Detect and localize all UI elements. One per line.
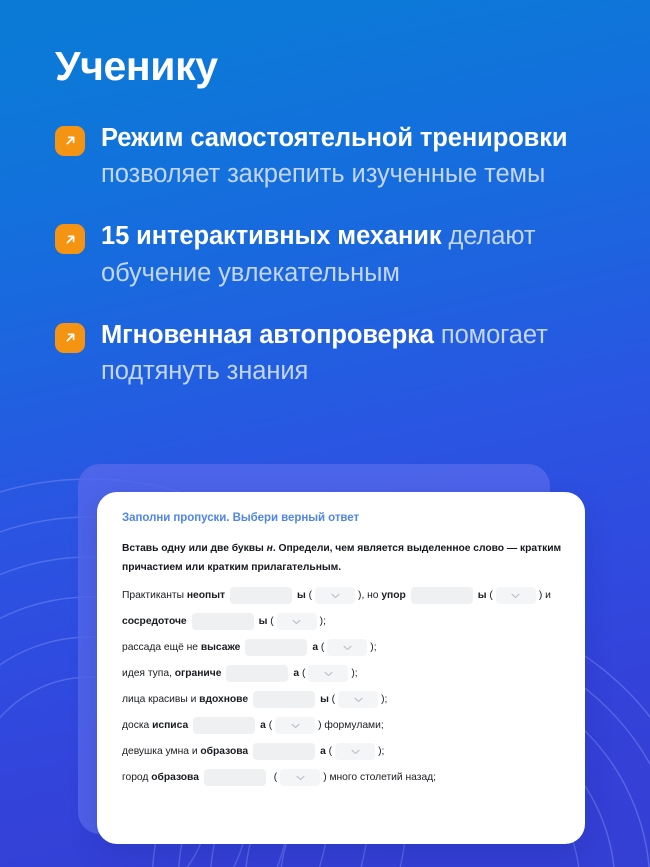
feature-detail: делают обучение увлекательным — [101, 222, 536, 287]
exercise-text: город — [122, 771, 152, 783]
answer-input[interactable] — [192, 613, 254, 630]
feature-highlight: Режим самостоятельной тренировки — [101, 123, 568, 152]
exercise-text: ( — [305, 589, 313, 601]
exercise-row — [122, 639, 563, 656]
exercise-text: ( — [486, 589, 493, 601]
arrow-up-right-icon — [55, 126, 85, 156]
answer-dropdown[interactable] — [308, 665, 348, 682]
cards-area — [0, 464, 650, 867]
exercise-target-word: а — [320, 745, 326, 757]
exercise-target-word: ы — [320, 693, 329, 705]
feature-text — [101, 120, 610, 192]
exercise-target-word: образова — [151, 771, 199, 783]
exercise-target-word: а — [293, 667, 300, 679]
answer-dropdown[interactable] — [335, 743, 375, 760]
exercise-target-word: а — [260, 719, 266, 731]
exercise-row — [122, 691, 563, 708]
exercise-target-word: ограниче — [174, 667, 222, 679]
answer-dropdown[interactable] — [496, 587, 536, 604]
answer-input[interactable] — [245, 639, 307, 656]
exercise-text: ( — [325, 745, 333, 757]
exercise-text: ); — [370, 641, 377, 653]
page-title: Ученику — [55, 43, 218, 89]
exercise-row — [122, 769, 563, 786]
exercise-target-word: ы — [258, 615, 268, 627]
exercise-target-word: неопыт — [186, 589, 225, 601]
exercise-target-word: ы — [297, 589, 306, 601]
feature-highlight: 15 интерактивных механик — [101, 222, 442, 251]
instruction-part-1: Вставь одну или две буквы — [122, 543, 267, 554]
instruction-part-2: . Определи, чем является выделенное слово — кратким причастием или кратким прилагательным. — [122, 543, 562, 574]
feature-list — [55, 120, 610, 389]
exercise-target-word: сосредоточе — [122, 615, 187, 627]
answer-dropdown[interactable] — [338, 691, 378, 708]
exercise-text: ) много столетий назад; — [323, 771, 436, 783]
exercise-row — [122, 587, 563, 604]
answer-dropdown[interactable] — [327, 639, 367, 656]
answer-dropdown[interactable] — [315, 587, 355, 604]
arrow-up-right-icon — [55, 224, 85, 254]
exercise-text: ); — [319, 615, 326, 627]
answer-input[interactable] — [253, 691, 315, 708]
exercise-card — [97, 492, 585, 844]
exercise-target-word: упор — [381, 589, 406, 601]
feature-text — [101, 218, 610, 290]
arrow-up-right-icon — [55, 323, 85, 353]
exercise-text: ); — [378, 745, 385, 757]
feature-highlight: Мгновенная автопроверка — [101, 320, 434, 349]
exercise-text: лица красивы и — [122, 693, 200, 705]
answer-input[interactable] — [230, 587, 292, 604]
answer-input[interactable] — [253, 743, 315, 760]
exercise-target-word: а — [312, 641, 319, 653]
exercise-text: рассада ещё не — [122, 641, 201, 653]
exercise-text: ( — [270, 771, 278, 783]
answer-input[interactable] — [411, 587, 473, 604]
card-instruction — [122, 539, 563, 577]
instruction-italic-letter: н — [266, 543, 273, 554]
exercise-target-word: высаже — [200, 641, 241, 653]
feature-detail: позволяет закрепить изученные темы — [101, 160, 546, 189]
exercise-target-word: вдохнове — [199, 693, 249, 705]
exercise-target-word: исписа — [152, 719, 189, 731]
exercise-row — [122, 743, 563, 760]
exercise-target-word: ы — [477, 589, 487, 601]
exercise-row — [122, 717, 563, 734]
exercise-text: ) и — [538, 589, 551, 601]
exercise-text: идея тупа, — [122, 667, 175, 679]
answer-input[interactable] — [204, 769, 266, 786]
answer-dropdown[interactable] — [277, 613, 317, 630]
exercise-target-word: образова — [200, 745, 249, 757]
exercise-row — [122, 613, 563, 630]
feature-text — [101, 317, 610, 389]
answer-input[interactable] — [193, 717, 255, 734]
answer-dropdown[interactable] — [275, 717, 315, 734]
feature-item — [55, 120, 610, 192]
exercise-text: ( — [318, 641, 325, 653]
answer-input[interactable] — [226, 665, 288, 682]
feature-detail: помогает подтянуть знания — [101, 320, 548, 385]
exercise-text: ), но — [358, 589, 382, 601]
exercise-text: доска — [122, 719, 153, 731]
exercise-text: ) формулами; — [318, 719, 384, 731]
exercise-row — [122, 665, 563, 682]
exercise-text: девушка умна и — [122, 745, 201, 757]
exercise-text: ); — [351, 667, 358, 679]
exercise-text: ( — [299, 667, 306, 679]
exercise-text: ( — [267, 615, 274, 627]
feature-item — [55, 317, 610, 389]
exercise-list — [122, 587, 563, 786]
exercise-text: ); — [381, 693, 388, 705]
exercise-text: Практиканты — [122, 589, 187, 601]
feature-item — [55, 218, 610, 290]
hero-section — [0, 0, 650, 389]
answer-dropdown[interactable] — [280, 769, 320, 786]
card-title: Заполни пропуски. Выбери верный ответ — [122, 512, 360, 524]
exercise-text: ( — [265, 719, 273, 731]
exercise-text: ( — [328, 693, 336, 705]
